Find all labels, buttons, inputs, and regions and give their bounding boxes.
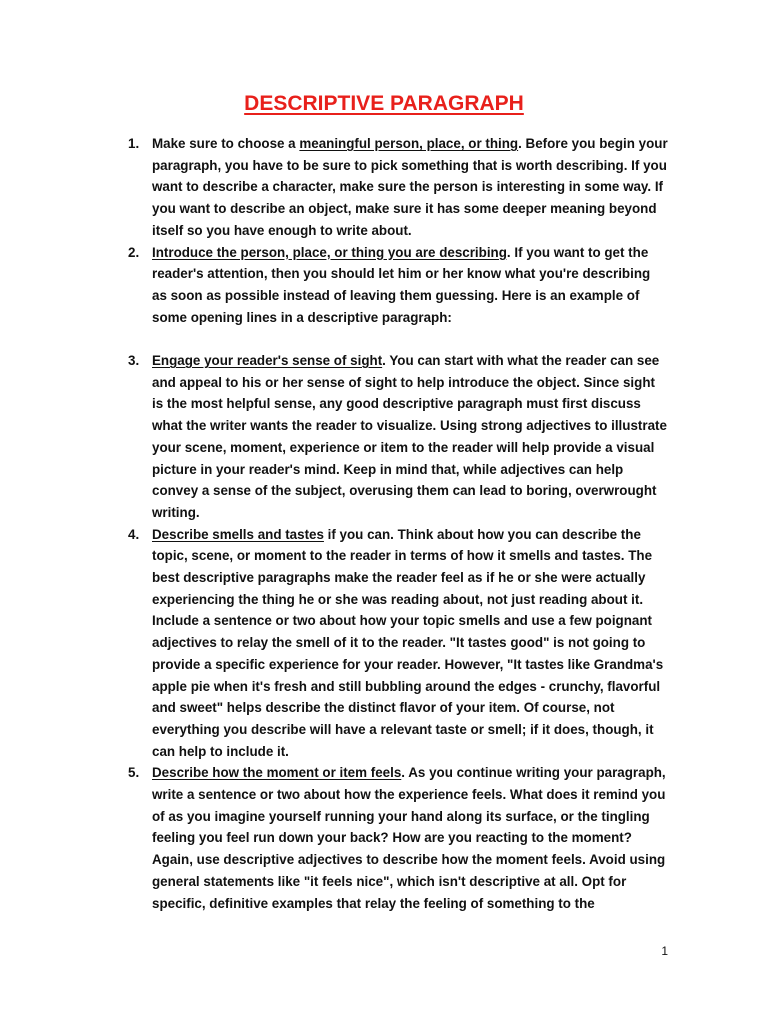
item-text	[152, 524, 668, 763]
item-body: . If you want to get the reader's attention, then you should let him or her know what you're describing as soon as possible instead of leaving them guessing. Here is an example of some opening lines in a descriptive paragraph:	[152, 244, 651, 325]
list-item	[128, 524, 668, 763]
item-text	[152, 133, 668, 242]
item-body: . Before you begin your paragraph, you have to be sure to pick something that is worth describing. If you want to describe a character, make sure the person is interesting in some way. If you want to describe an object, make sure it has some deeper meaning beyond itself so you have enough to write about.	[152, 136, 668, 238]
item-heading: Introduce the person, place, or thing you are describing	[152, 244, 507, 260]
item-heading: Describe smells and tastes	[152, 526, 324, 542]
item-number: 1.	[128, 136, 140, 151]
list-item	[128, 762, 668, 914]
item-body: if you can. Think about how you can describe the topic, scene, or moment to the reader in terms of how it smells and tastes. The best descriptive paragraphs make the reader feel as if he or she were actually experiencing the thing he or she was reading about, not just reading about it. Include a sentence or two about how your topic smells and use a few poignant adjectives to relay the smell of it to the reader. "It tastes good" is not going to provide a specific experience for your reader. However, "It tastes like Grandma's apple pie when it's fresh and still bubbling around the edges - crunchy, flavorful and sweet" helps describe the distinct flavor of your item. Of course, not everything you describe will have a relevant taste or smell; if it does, though, it can help to include it.	[152, 526, 664, 759]
item-number: 2.	[128, 244, 140, 260]
item-body: . You can start with what the reader can see and appeal to his or her sense of sight to help introduce the object. Since sight is the most helpful sense, any good descriptive paragraph must first discuss what the writer wants the reader to visualize. Using strong adjectives to illustrate your scene, moment, experience or item to the reader will help provide a visual picture in your reader's mind. Keep in mind that, while adjectives can help convey a sense of the subject, overusing them can lead to boring, overwrought writing.	[152, 353, 667, 520]
blank-line	[128, 328, 668, 350]
list-item	[128, 133, 668, 242]
instruction-list	[128, 133, 668, 914]
item-body: . As you continue writing your paragraph, write a sentence or two about how the experience feels. What does it remind you of as you imagine yourself running your hand along its surface, or the tingling feeling you feel run down your back? How are you reacting to the moment? Again, use descriptive adjectives to describe how the moment feels. Avoid using general statements like "it feels nice", which isn't descriptive at all. Opt for specific, definitive examples that relay the feeling of something to the	[152, 765, 666, 911]
page-number: 1	[661, 944, 668, 958]
item-text	[152, 242, 668, 329]
item-number: 4.	[128, 526, 140, 542]
list-item	[128, 350, 668, 524]
item-number: 5.	[128, 765, 140, 781]
item-heading: Describe how the moment or item feels	[152, 765, 402, 781]
list-item	[128, 242, 668, 329]
item-heading: meaningful person, place, or thing	[299, 136, 519, 151]
item-lead-text: Make sure to choose a	[152, 136, 300, 151]
item-text	[152, 762, 668, 914]
item-heading: Engage your reader's sense of sight	[152, 353, 383, 369]
page-title: DESCRIPTIVE PARAGRAPH	[244, 92, 524, 115]
item-number: 3.	[128, 353, 140, 369]
item-text	[152, 350, 668, 524]
